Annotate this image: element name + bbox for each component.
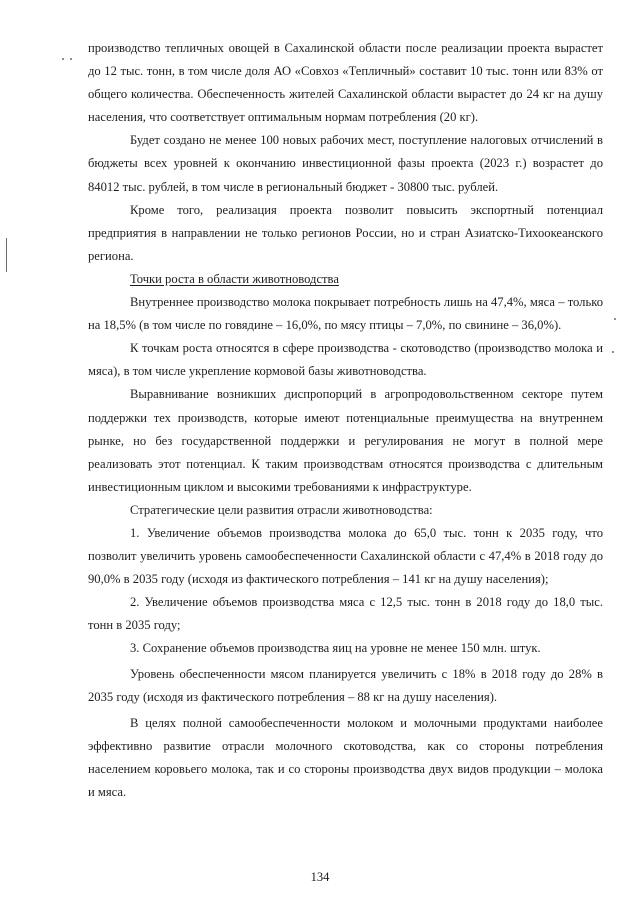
scan-speck	[62, 58, 64, 60]
list-item-milk: 1. Увеличение объемов производства молока до 65,0 тыс. тонн к 2035 году, что позволит увеличить уровень самообеспеченности Сахалинской области с 47,4% в 2018 году до 90,0% в 2035 году (исходя из фактического потребления – 141 кг на душу населения);	[88, 525, 603, 587]
scan-speck	[614, 318, 616, 320]
scan-speck	[70, 58, 72, 60]
paragraph-growth-points: К точкам роста относятся в сфере производства - скотоводство (производство молока и мяса), в том числе укрепление кормовой базы животноводства.	[88, 341, 603, 379]
paragraph-meat-supply: Уровень обеспеченности мясом планируется увеличить с 18% в 2018 году до 28% в 2035 году (исходя из фактического потребления – 88 кг на душу населения).	[88, 667, 603, 705]
scan-speck	[612, 351, 614, 353]
document-page	[88, 37, 603, 857]
page-number: 134	[310, 870, 330, 884]
paragraph-dairy-development: В целях полной самообеспеченности молоком и молочными продуктами наиболее эффективно развитие отрасли молочного скотоводства, как со стороны потребления населением коровьего молока, так и со стороны производства двух видов продукции – молока и мяса.	[88, 715, 603, 799]
list-item-meat: 2. Увеличение объемов производства мяса с 12,5 тыс. тонн в 2018 году до 18,0 тыс. тонн в 2035 году;	[88, 595, 603, 633]
section-heading-text: Точки роста в области животноводства	[130, 271, 339, 286]
paragraph-strategic-goals: Стратегические цели развития отрасли животноводства:	[130, 502, 433, 517]
paragraph-tepl-production: производство тепличных овощей в Сахалинской области после реализации проекта вырастет до 12 тыс. тонн, в том числе доля АО «Совхоз «Тепличный» составит 10 тыс. тонн или 83% от общего количества. Обеспеченность жителей Сахалинской области вырастет до 24 кг на душу населения, что соответствует оптимальным нормам потребления (20 кг).	[88, 41, 603, 125]
paragraph-disproportions: Выравнивание возникших диспропорций в агропродовольственном секторе путем поддержки тех производств, которые имеют потенциальные преимущества на внутреннем рынке, но без государственной поддержки и регулирования не могут в полной мере реализовать этот потенциал. К таким производствам относятся производства с длительным инвестиционным циклом и высокими требованиями к инфраструктуре.	[88, 387, 603, 494]
paragraph-domestic-production: Внутреннее производство молока покрывает потребность лишь на 47,4%, мяса – только на 18,5% (в том числе по говядине – 16,0%, по мясу птицы – 7,0%, по свинине – 36,0%).	[88, 295, 603, 333]
section-heading-livestock	[88, 268, 603, 291]
paragraph-export-potential: Кроме того, реализация проекта позволит повысить экспортный потенциал предприятия в направлении не только регионов России, но и стран Азиатско-Тихоокеанского региона.	[88, 202, 603, 263]
scan-edge-mark	[6, 238, 7, 272]
list-item-eggs: 3. Сохранение объемов производства яиц на уровне не менее 150 млн. штук.	[130, 641, 541, 656]
paragraph-jobs-taxes: Будет создано не менее 100 новых рабочих мест, поступление налоговых отчислений в бюджеты всех уровней к окончанию инвестиционной фазы проекта (2023 г.) возрастет до 84012 тыс. рублей, в том числе в региональный бюджет - 30800 тыс. рублей.	[88, 133, 603, 194]
